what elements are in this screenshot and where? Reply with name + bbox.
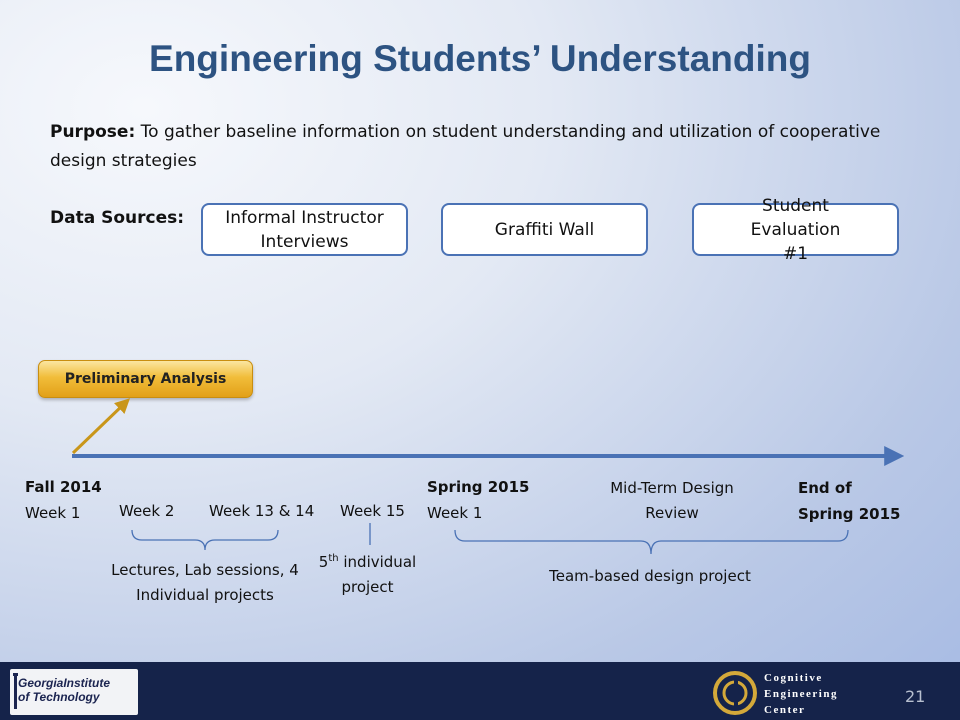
- cec-logo-icon: [712, 670, 758, 716]
- end-spring-2015-label: Spring 2015: [798, 505, 901, 523]
- week13-14-label: Week 13 & 14: [209, 502, 315, 520]
- data-sources-label: Data Sources:: [50, 208, 185, 228]
- fall-2014-label: Fall 2014: [25, 478, 102, 496]
- source-label: Graffiti Wall: [494, 219, 595, 240]
- right-brace: [455, 530, 848, 554]
- left-brace: [132, 530, 278, 550]
- fall-week1-label: Week 1: [25, 504, 81, 522]
- georgia-tech-wordmark: GeorgiaInstitute of Technology: [18, 676, 111, 704]
- pointer-arrow: [73, 404, 124, 453]
- brace-right-label: Team-based design project: [549, 567, 751, 585]
- purpose-label: Purpose:: [50, 122, 136, 142]
- source-label: Student Evaluation #1: [750, 195, 841, 264]
- end-label: End of: [798, 479, 852, 497]
- brace-left-label: Lectures, Lab sessions, 4 Individual projects: [111, 561, 299, 604]
- preliminary-analysis-label: Preliminary Analysis: [64, 371, 227, 387]
- spring-week1-label: Week 1: [427, 504, 483, 522]
- week2-label: Week 2: [119, 502, 175, 520]
- source-label: Informal Instructor Interviews: [225, 207, 384, 252]
- purpose-body: To gather baseline information on student understanding and utilization of cooperative design strategies: [50, 122, 881, 171]
- page-number: 21: [905, 687, 926, 706]
- midterm-review-label: Mid-Term Design Review: [610, 479, 734, 522]
- cec-wordmark: Cognitive Engineering Center: [764, 672, 838, 716]
- slide-title: Engineering Students’ Understanding: [149, 38, 811, 79]
- spring-2015-label: Spring 2015: [427, 478, 530, 496]
- week15-label: Week 15: [340, 502, 405, 520]
- individual-project-label: 5th individual project: [318, 553, 417, 596]
